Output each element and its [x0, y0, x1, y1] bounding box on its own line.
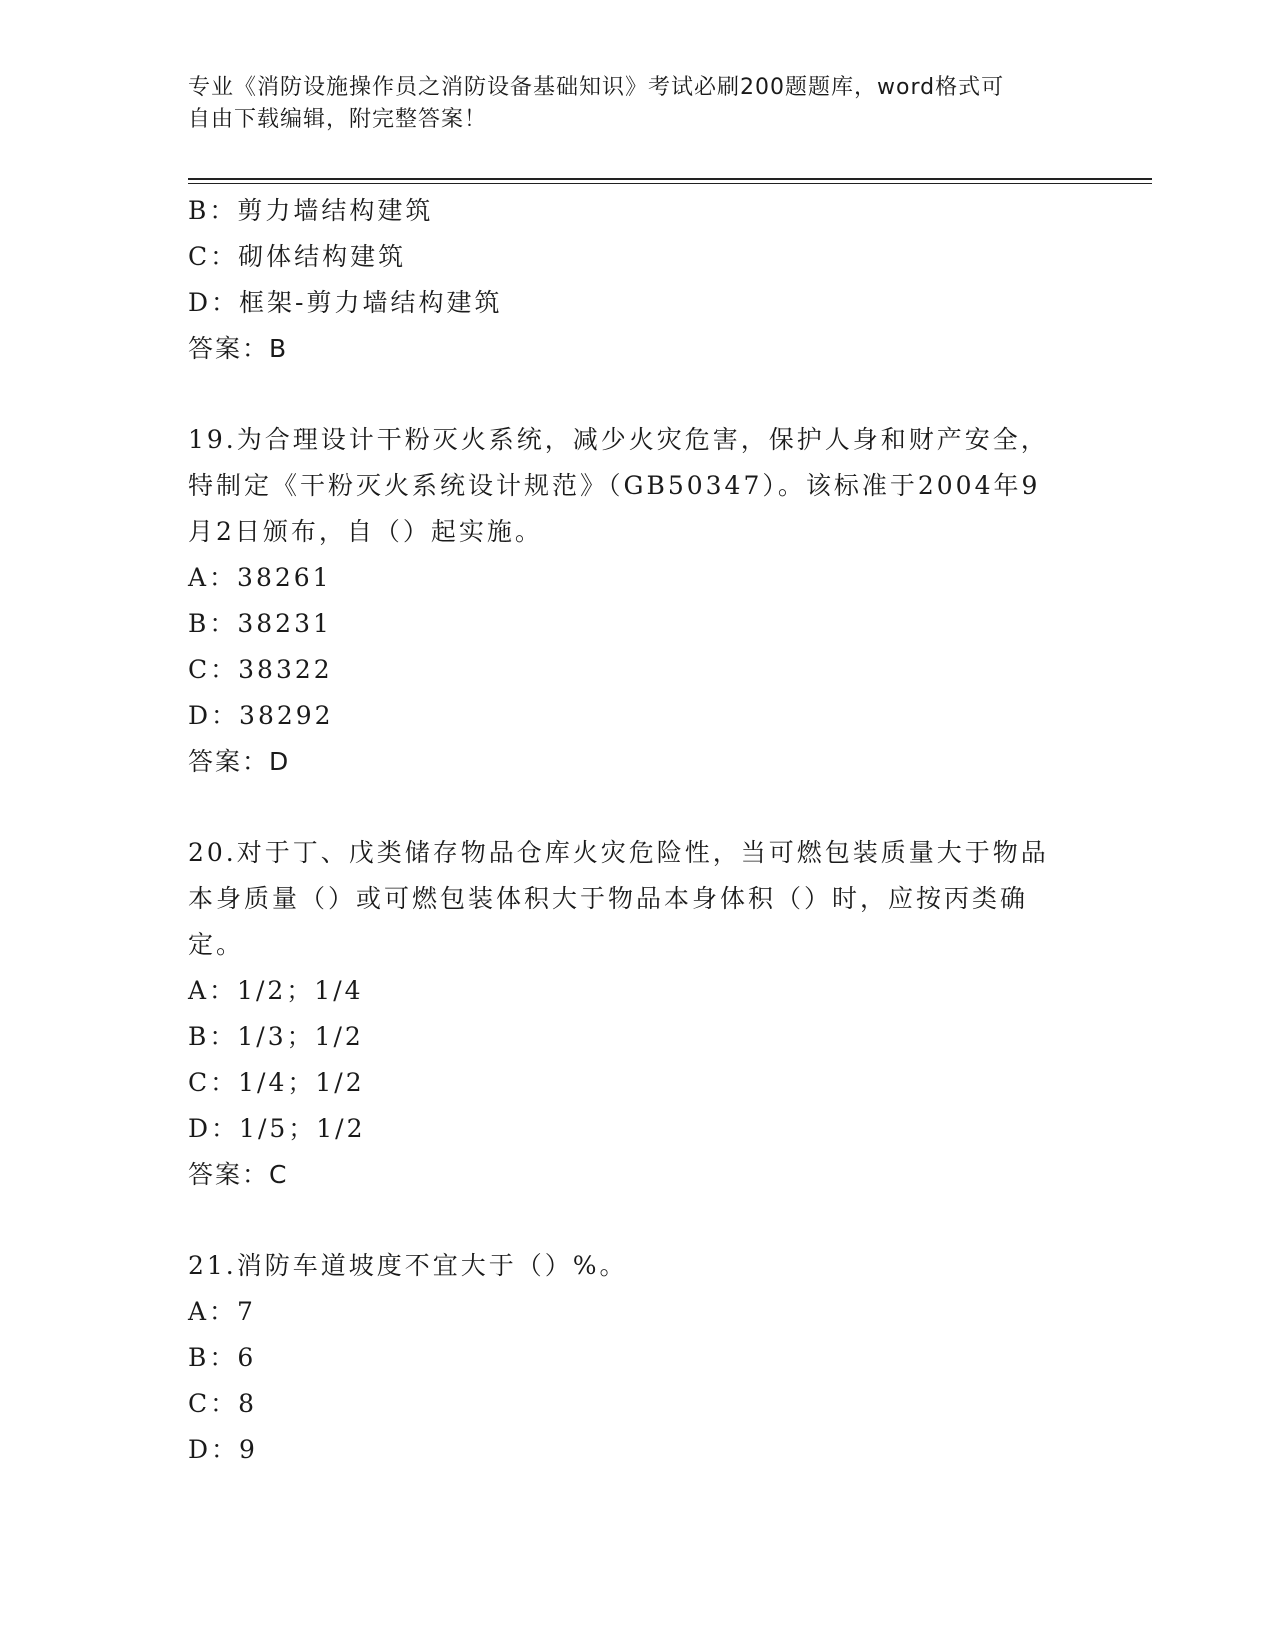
option-d: D：框架-剪力墙结构建筑 [188, 288, 503, 317]
question-20 [188, 830, 1088, 1198]
answer: 答案：B [188, 334, 289, 363]
question-text-line-1: 20.对于丁、戊类储存物品仓库火灾危险性，当可燃包装质量大于物品 [188, 838, 1049, 867]
option-b: B：1/3；1/2 [188, 1022, 364, 1051]
option-c: C：8 [188, 1389, 258, 1418]
question-text-line-3: 月2日颁布，自（）起实施。 [188, 517, 543, 546]
answer: 答案：D [188, 747, 291, 776]
option-d: D：38292 [188, 701, 334, 730]
option-c: C：砌体结构建筑 [188, 242, 407, 271]
option-c: C：1/4；1/2 [188, 1068, 365, 1097]
option-b: B：38231 [188, 609, 332, 638]
header-rule-thick [188, 178, 1152, 180]
spacer [188, 372, 1088, 417]
answer: 答案：C [188, 1160, 289, 1189]
option-b: B：6 [188, 1343, 257, 1372]
question-text-line-1: 21.消防车道坡度不宜大于（）%。 [188, 1251, 628, 1280]
header-line-1: 专业《消防设施操作员之消防设备基础知识》考试必刷200题题库，word格式可 [188, 75, 1005, 100]
question-text-line-2: 特制定《干粉灭火系统设计规范》（GB50347）。该标准于2004年9 [188, 471, 1041, 500]
question-content [188, 188, 1088, 1473]
question-text-line-2: 本身质量（）或可燃包装体积大于物品本身体积（）时，应按丙类确 [188, 884, 1029, 913]
option-c: C：38322 [188, 655, 333, 684]
question-18-tail [188, 188, 1088, 372]
question-text-line-3: 定。 [188, 930, 245, 959]
option-d: D：1/5；1/2 [188, 1114, 366, 1143]
question-21 [188, 1243, 1088, 1473]
question-text-line-1: 19.为合理设计干粉灭火系统，减少火灾危害，保护人身和财产安全， [188, 425, 1049, 454]
header-rule-thin [188, 183, 1152, 184]
option-b: B：剪力墙结构建筑 [188, 196, 434, 225]
option-a: A：7 [188, 1297, 256, 1326]
question-19 [188, 417, 1088, 785]
document-header [188, 72, 1068, 136]
option-a: A：38261 [188, 563, 332, 592]
spacer [188, 1198, 1088, 1243]
option-a: A：1/2；1/4 [188, 976, 364, 1005]
spacer [188, 785, 1088, 830]
option-d: D：9 [188, 1435, 258, 1464]
header-line-2: 自由下载编辑，附完整答案！ [188, 107, 488, 132]
